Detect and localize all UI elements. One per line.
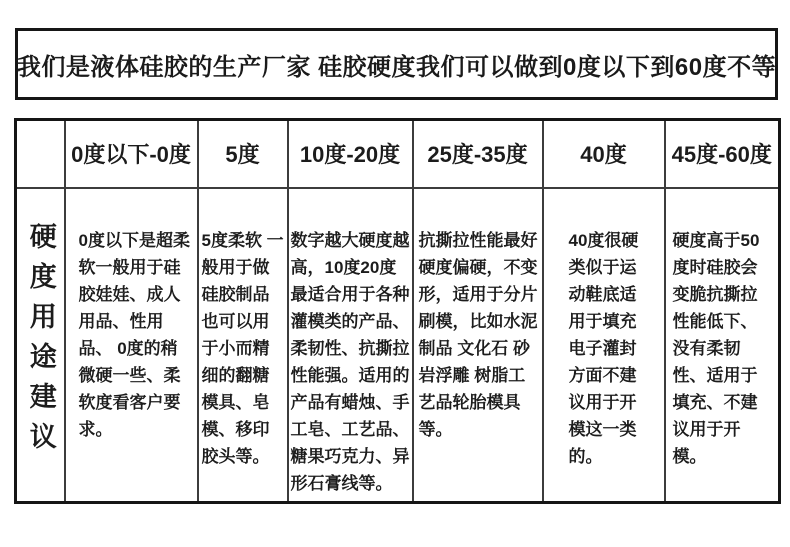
table-header-row (16, 120, 780, 188)
usage-cell-25-35deg: 抗撕拉性能最好硬度偏硬，不变形，适用于分片刷模，比如水泥制品 文化石 砂岩浮雕 树脂工艺品轮胎模具等。 (413, 188, 543, 503)
banner-box (15, 28, 778, 100)
col-header-10-20deg: 10度-20度 (288, 120, 413, 188)
usage-cell-10-20deg: 数字越大硬度越高，10度20度最适合用于各种灌模类的产品、柔韧性、抗撕拉性能强。适用的产品有蜡烛、手工皂、工艺品、糖果巧克力、异形石膏线等。 (288, 188, 413, 503)
row-header-text: 硬度用途建议 (25, 222, 56, 463)
usage-cell-45-60deg: 硬度高于50度时硅胶会变脆抗撕拉性能低下、没有柔韧性、适用于填充、不建议用于开模。 (665, 188, 780, 503)
corner-cell (16, 120, 65, 188)
usage-cell-5deg: 5度柔软 一般用于做硅胶制品也可以用于小而精细的翻糖模具、皂模、移印胶头等。 (198, 188, 288, 503)
col-header-40deg: 40度 (543, 120, 665, 188)
usage-cell-40deg: 40度很硬类似于运动鞋底适用于填充电子灌封方面不建议用于开模这一类的。 (543, 188, 665, 503)
banner-text: 我们是液体硅胶的生产厂家 硅胶硬度我们可以做到0度以下到60度不等 (16, 53, 777, 81)
usage-cell-0deg: 0度以下是超柔软一般用于硅胶娃娃、成人用品、性用品、 0度的稍微硬一些、柔软度看客户要求。 (65, 188, 198, 503)
table-body-row (16, 188, 780, 503)
col-header-0deg: 0度以下-0度 (65, 120, 198, 188)
col-header-5deg: 5度 (198, 120, 288, 188)
hardness-table (14, 118, 781, 504)
col-header-25-35deg: 25度-35度 (413, 120, 543, 188)
col-header-45-60deg: 45度-60度 (665, 120, 780, 188)
row-header-usage-advice (16, 188, 65, 503)
